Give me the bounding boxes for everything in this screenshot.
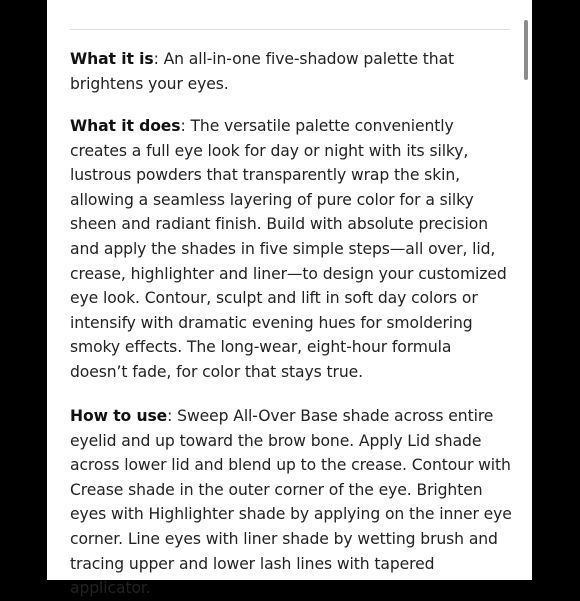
product-details-panel[interactable] [47,0,532,598]
section-divider [70,29,510,30]
details-content [70,0,512,598]
how-to-use-paragraph [70,404,512,601]
section-heading [70,0,512,4]
scrollbar-thumb[interactable] [524,20,528,80]
what-it-does-text: : The versatile palette conveniently creates a full eye look for day or night with its silky, lustrous powders that transparently wrap the skin, allowing a seamless layering of pure color for a silky sheen and radiant finish. Build with absolute precision and apply the shades in five simple steps—all over, lid, crease, highlighter and liner—to design your customized eye look. Contour, sculpt and lift in soft day colors or intensify with dramatic evening hues for smoldering smoky effects. The long-wear, eight-hour formula doesn’t fade, for color that stays true. [70,117,507,381]
how-to-use-label: How to use [70,407,168,425]
how-to-use-text: : Sweep All-Over Base shade across entire eyelid and up toward the brow bone. Apply Lid shade across lower lid and blend up to the crease. Contour with Crease shade in the outer corner of the eye. Brighten eyes with Highlighter shade by applying on the inner eye corner. Line eyes with liner shade by wetting brush and tracing upper and lower lash lines with tapered applicator. [70,407,512,598]
what-it-is-label: What it is [70,50,154,68]
what-it-does-label: What it does [70,117,181,135]
what-it-does-paragraph [70,114,512,385]
what-it-is-text: : An all-in-one five-shadow palette that brightens your eyes. [70,50,455,93]
what-it-is-paragraph [70,47,512,96]
